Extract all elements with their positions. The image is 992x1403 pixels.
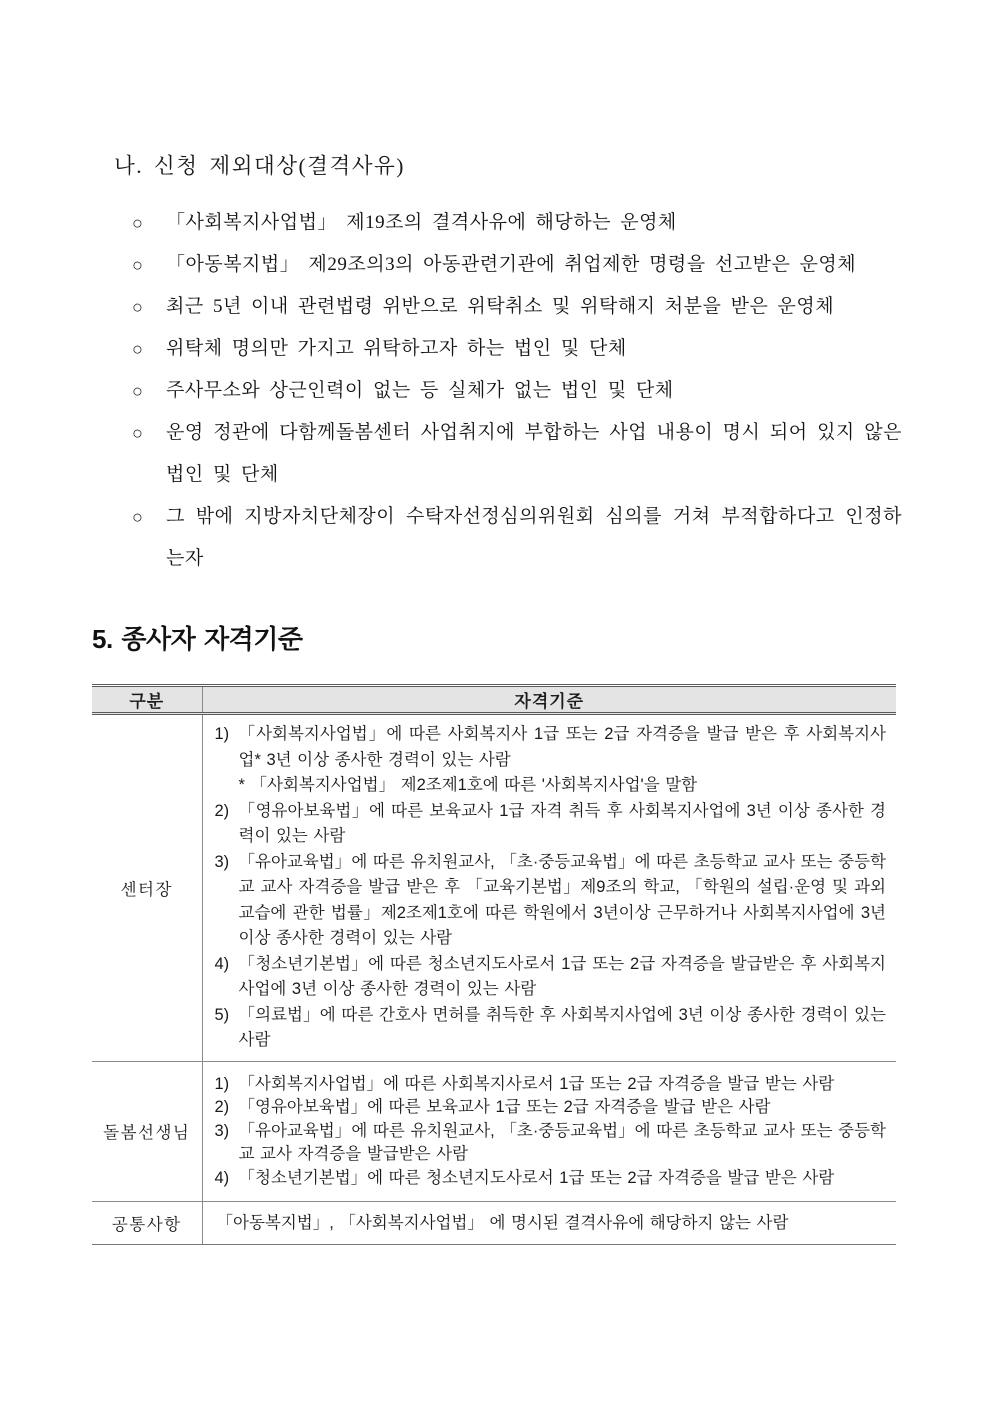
list-item: [132, 370, 902, 412]
list-item: [132, 286, 902, 328]
qualification-item: [213, 1003, 887, 1054]
row-category: 센터장: [92, 714, 202, 1062]
exclusion-list: [132, 202, 902, 580]
qualification-item: [213, 722, 887, 799]
section5-heading: 5. 종사자 자격기준: [92, 624, 303, 654]
item-text: 「아동복지법」, 「사회복지사업법」 에 명시된 결격사유에 해당하지 않는 사람: [216, 1214, 789, 1232]
qualification-item: [213, 850, 887, 952]
table-header-row: [92, 686, 896, 714]
qualification-item: [213, 1120, 887, 1167]
list-item: [132, 244, 902, 286]
item-number: 4): [214, 954, 230, 973]
circle-bullet-icon: ○: [132, 213, 144, 233]
list-item: [132, 328, 902, 370]
item-number: 3): [214, 1121, 230, 1140]
item-text: 「사회복지사업법」에 따른 사회복지사 1급 또는 2급 자격증을 발급 받은 후 사회복지사업* 3년 이상 종사한 경력이 있는 사람: [238, 725, 886, 769]
list-item-text: 최근 5년 이내 관련법령 위반으로 위탁취소 및 위탁해지 처분을 받은 운영체: [166, 296, 835, 317]
qualification-item: [213, 1073, 887, 1097]
list-item: [132, 412, 902, 496]
qualification-item: [213, 799, 887, 850]
list-item-text: 「아동복지법」 제29조의3의 아동관련기관에 취업제한 명령을 선고받은 운영체: [166, 254, 857, 275]
row-criteria: [202, 1202, 896, 1245]
item-number: 4): [214, 1168, 230, 1187]
circle-bullet-icon: ○: [132, 423, 144, 443]
qualification-table: [92, 684, 896, 1245]
table-row-center-head: [92, 714, 896, 1062]
row-criteria: [202, 1061, 896, 1202]
item-number: 1): [214, 1074, 230, 1093]
item-number: 2): [214, 1098, 230, 1116]
list-item-text: 그 밖에 지방자치단체장이 수탁자선정심의위원회 심의를 거쳐 부적합하다고 인정하는자: [166, 506, 902, 569]
item-text: 「유아교육법」에 따른 유치원교사, 「초·중등교육법」에 따른 초등학교 교사 또는 중등학교 교사 자격증을 발급받은 사람: [238, 1121, 886, 1163]
circle-bullet-icon: ○: [132, 297, 144, 317]
item-number: 2): [214, 801, 230, 820]
list-item: [132, 496, 902, 580]
row-category: 돌봄선생님: [92, 1061, 202, 1202]
item-footnote: * 「사회복지사업법」 제2조제1호에 따른 '사회복지사업'을 말함: [238, 776, 698, 794]
section-b-heading: 나. 신청 제외대상(결격사유): [114, 154, 405, 178]
circle-bullet-icon: ○: [132, 507, 144, 527]
col-header-criteria: 자격기준: [202, 686, 896, 714]
list-item-text: 주사무소와 상근인력이 없는 등 실체가 없는 법인 및 단체: [166, 380, 674, 401]
row-category: 공통사항: [92, 1202, 202, 1245]
item-text: 「사회복지사업법」에 따른 사회복지사로서 1급 또는 2급 자격증을 발급 받는 사람: [238, 1074, 835, 1093]
circle-bullet-icon: ○: [132, 255, 144, 275]
item-text: 「유아교육법」에 따른 유치원교사, 「초·중등교육법」에 따른 초등학교 교사 또는 중등학교 교사 자격증을 발급 받은 후 「교육기본법」제9조의 학교, 「학원의 설립·운영 및 과외교습에 관한 법률」제2조제1호에 따른 학원에서 3년이상 근무하거나 사회복지사업에 3년 이상 종사한 경력이 있는 사람: [238, 852, 886, 947]
qualification-item: [213, 1167, 887, 1191]
row-criteria: [202, 714, 896, 1062]
circle-bullet-icon: ○: [132, 339, 144, 359]
list-item-text: 운영 정관에 다함께돌봄센터 사업취지에 부합하는 사업 내용이 명시 되어 있지 않은 법인 및 단체: [166, 422, 902, 485]
table-row-care-teacher: [92, 1061, 896, 1202]
item-text: 「의료법」에 따른 간호사 면허를 취득한 후 사회복지사업에 3년 이상 종사한 경력이 있는 사람: [238, 1005, 886, 1049]
item-text: 「청소년기본법」에 따른 청소년지도사로서 1급 또는 2급 자격증을 발급받은 후 사회복지사업에 3년 이상 종사한 경력이 있는 사람: [238, 954, 886, 998]
item-number: 1): [214, 725, 230, 743]
qualification-item: [213, 1096, 887, 1120]
item-text: 「청소년기본법」에 따른 청소년지도사로서 1급 또는 2급 자격증을 발급 받은 사람: [238, 1168, 835, 1187]
qualification-item: [213, 1211, 887, 1235]
table-row-common: [92, 1202, 896, 1245]
list-item-text: 위탁체 명의만 가지고 위탁하고자 하는 법인 및 단체: [166, 338, 627, 359]
qualification-item: [213, 952, 887, 1003]
list-item-text: 「사회복지사업법」 제19조의 결격사유에 해당하는 운영체: [166, 212, 677, 233]
item-text: 「영유아보육법」에 따른 보육교사 1급 또는 2급 자격증을 발급 받은 사람: [238, 1098, 771, 1116]
col-header-category: 구분: [92, 686, 202, 714]
item-text: 「영유아보육법」에 따른 보육교사 1급 자격 취득 후 사회복지사업에 3년 이상 종사한 경력이 있는 사람: [238, 801, 886, 845]
list-item: [132, 202, 902, 244]
item-number: 5): [214, 1005, 230, 1024]
item-number: 3): [214, 852, 230, 871]
circle-bullet-icon: ○: [132, 381, 144, 401]
